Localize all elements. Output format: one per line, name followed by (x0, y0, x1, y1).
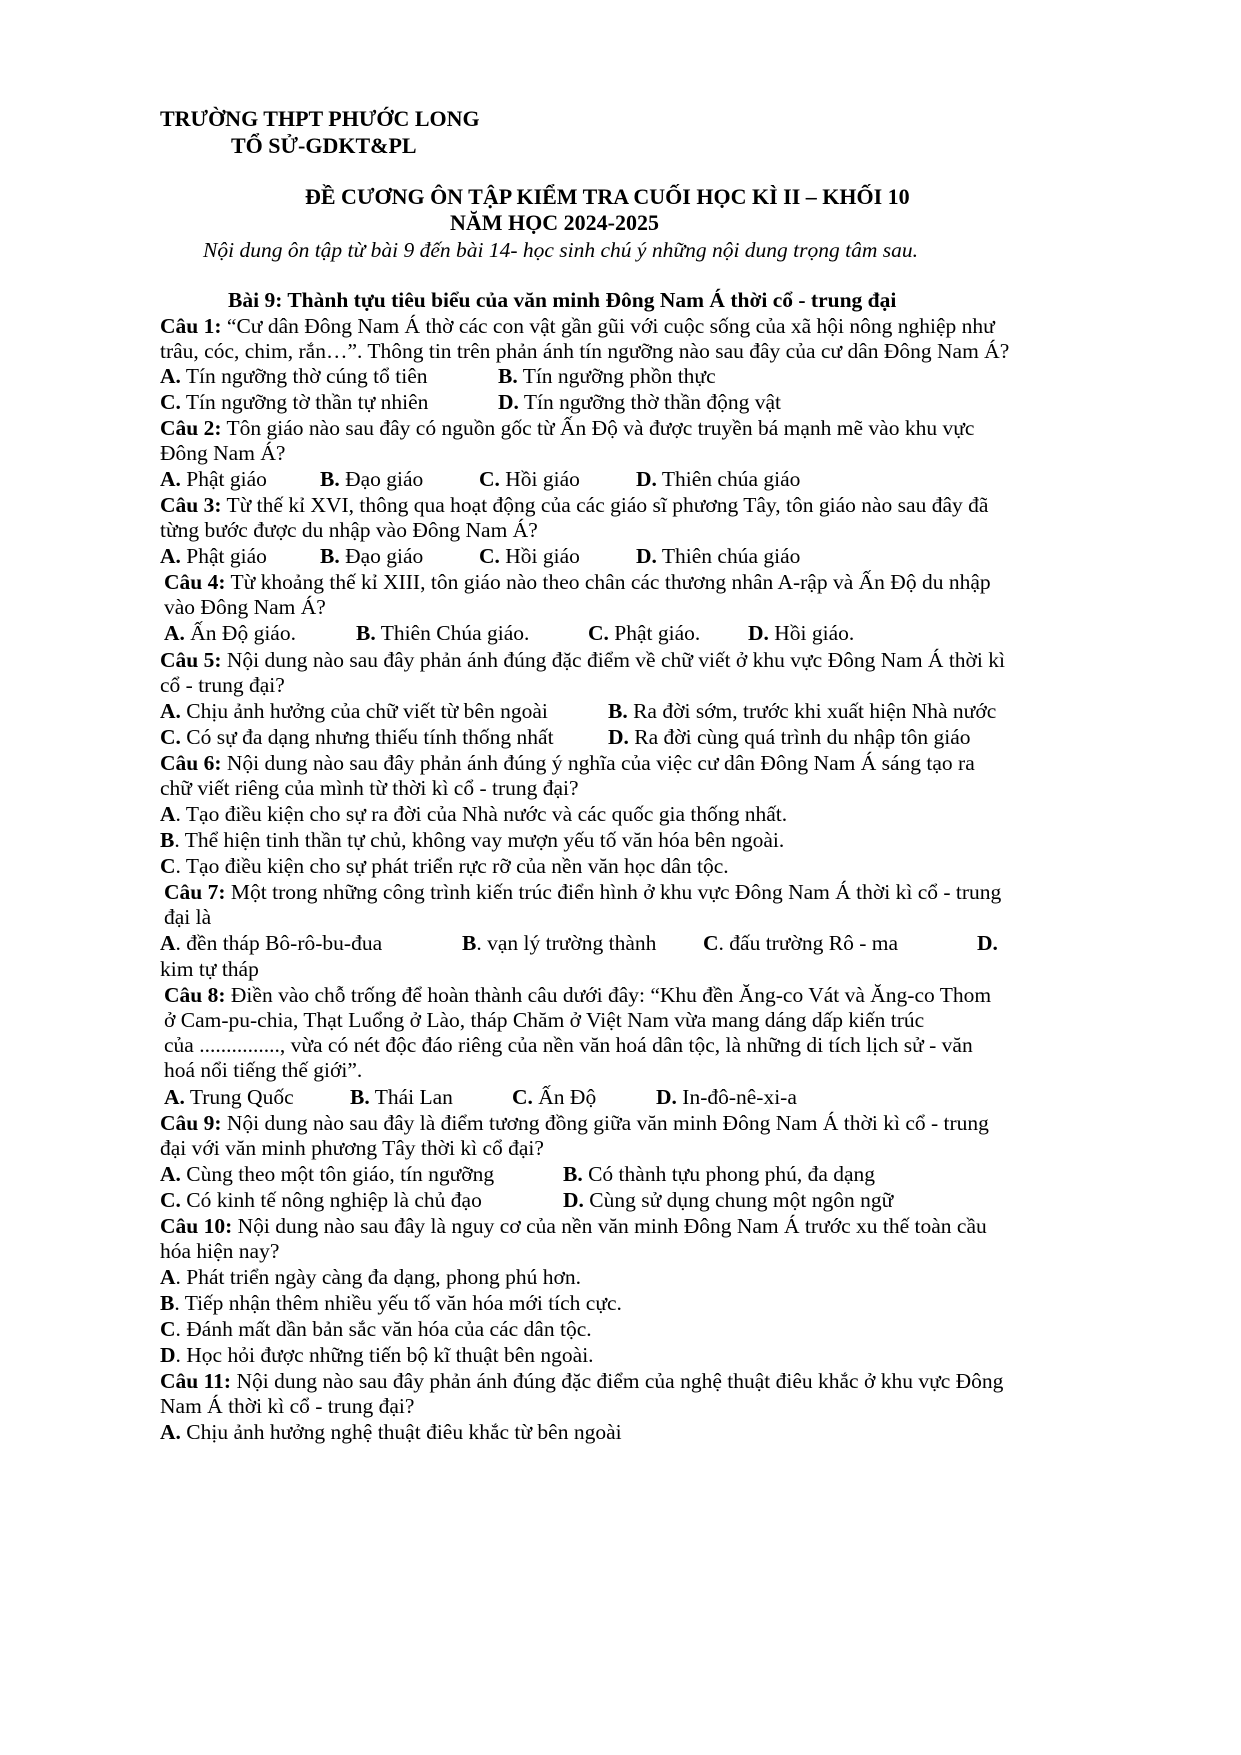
question-text: “Cư dân Đông Nam Á thờ các con vật gần gũi với cuộc sống của xã hội nông nghiệp như (221, 314, 995, 338)
option-c: C. Tạo điều kiện cho sự phát triển rực rỡ của nền văn học dân tộc. (160, 854, 729, 878)
option-b: B. vạn lý trường thành (462, 931, 657, 955)
option-c: C. Ấn Độ (512, 1085, 597, 1109)
option-a: A. Phật giáo (160, 467, 267, 491)
option-b: B. Thể hiện tinh thần tự chủ, không vay mượn yếu tố văn hóa bên ngoài. (160, 828, 785, 852)
option-c: C. Hồi giáo (479, 544, 580, 568)
option-b: B. Thiên Chúa giáo. (356, 621, 530, 645)
option-a: A. Ấn Độ giáo. (164, 621, 296, 645)
option-c: C. Phật giáo. (588, 621, 701, 645)
option-d-text: kim tự tháp (160, 957, 259, 981)
option-b: B. Có thành tựu phong phú, đa dạng (563, 1162, 876, 1186)
option-b: B. Ra đời sớm, trước khi xuất hiện Nhà nước (608, 699, 997, 723)
option-c: C. Hồi giáo (479, 467, 580, 491)
option-d: D. Thiên chúa giáo (636, 467, 801, 491)
option-a: A. Chịu ảnh hưởng của chữ viết từ bên ngoài (160, 699, 548, 723)
option-b: B. Tiếp nhận thêm nhiều yếu tố văn hóa mới tích cực. (160, 1291, 622, 1315)
question-9: Câu 9: Nội dung nào sau đây là điểm tương đồng giữa văn minh Đông Nam Á thời kì cổ - trung (160, 1111, 989, 1135)
option-c: C. Có sự đa dạng nhưng thiếu tính thống nhất (160, 725, 554, 749)
question-label: Câu 1: (160, 314, 222, 338)
option-b: B. Đạo giáo (320, 544, 424, 568)
option-a: A. Trung Quốc (164, 1085, 294, 1109)
option-d: D. Cùng sử dụng chung một ngôn ngữ (563, 1188, 894, 1212)
question-text-line: Đông Nam Á? (160, 441, 286, 465)
question-text-line: hoá nổi tiếng thế giới”. (164, 1058, 363, 1082)
option-d: D. Tín ngưỡng thờ thần động vật (498, 390, 782, 414)
question-text-line: cổ - trung đại? (160, 673, 285, 697)
option-a: A. đền tháp Bô-rô-bu-đua (160, 931, 383, 955)
question-text-line: đại với văn minh phương Tây thời kì cổ đại? (160, 1136, 544, 1160)
option-c: C. Đánh mất dần bản sắc văn hóa của các dân tộc. (160, 1317, 592, 1341)
question-6: Câu 6: Nội dung nào sau đây phản ánh đúng ý nghĩa của việc cư dân Đông Nam Á sáng tạo ra (160, 751, 975, 775)
review-note: Nội dung ôn tập từ bài 9 đến bài 14- học sinh chú ý những nội dung trọng tâm sau. (203, 238, 919, 262)
question-text-line: ở Cam-pu-chia, Thạt Luổng ở Lào, tháp Chăm ở Việt Nam vừa mang dáng dấp kiến trúc (164, 1008, 925, 1032)
option-a: A. Phật giáo (160, 544, 267, 568)
option-a: A. Phát triển ngày càng đa dạng, phong phú hơn. (160, 1265, 581, 1289)
question-8: Câu 8: Điền vào chỗ trống để hoàn thành câu dưới đây: “Khu đền Ăng-co Vát và Ăng-co Thom (164, 983, 992, 1007)
question-text-line: của ..............., vừa có nét độc đáo riêng của nền văn hoá dân tộc, là những di tích lịch sử - văn (164, 1033, 973, 1057)
question-2: Câu 2: Tôn giáo nào sau đây có nguồn gốc từ Ấn Độ và được truyền bá mạnh mẽ vào khu vực (160, 416, 975, 440)
option-c: C. đấu trường Rô - ma (703, 931, 898, 955)
question-text-line: hóa hiện nay? (160, 1239, 280, 1263)
option-d: D. Thiên chúa giáo (636, 544, 801, 568)
option-a: A. Cùng theo một tôn giáo, tín ngưỡng (160, 1162, 495, 1186)
question-10: Câu 10: Nội dung nào sau đây là nguy cơ của nền văn minh Đông Nam Á trước xu thế toàn cầu (160, 1214, 987, 1238)
question-5: Câu 5: Nội dung nào sau đây phản ánh đúng đặc điểm về chữ viết ở khu vực Đông Nam Á thời kì (160, 648, 1005, 672)
question-text-line: từng bước được du nhập vào Đông Nam Á? (160, 518, 538, 542)
option-a: A. Tín ngưỡng thờ cúng tổ tiên (160, 364, 428, 388)
question-text-line: trâu, cóc, chim, rắn…”. Thông tin trên phản ánh tín ngưỡng nào sau đây của cư dân Đông Nam Á? (160, 339, 1010, 363)
option-d-label: D. (977, 931, 998, 955)
question-4: Câu 4: Từ khoảng thế kỉ XIII, tôn giáo nào theo chân các thương nhân A-rập và Ấn Độ du nhập (164, 570, 991, 594)
option-a: A. Chịu ảnh hưởng nghệ thuật điêu khắc từ bên ngoài (160, 1420, 622, 1444)
question-text-line: Nam Á thời kì cổ - trung đại? (160, 1394, 415, 1418)
question-text-line: đại là (164, 905, 212, 929)
option-b: B. Tín ngưỡng phồn thực (498, 364, 716, 388)
question-3: Câu 3: Từ thế kỉ XVI, thông qua hoạt động của các giáo sĩ phương Tây, tôn giáo nào sau đây đã (160, 493, 989, 517)
option-a: A. Tạo điều kiện cho sự ra đời của Nhà nước và các quốc gia thống nhất. (160, 802, 788, 826)
option-d: D. Học hỏi được những tiến bộ kĩ thuật bên ngoài. (160, 1343, 594, 1367)
option-c: C. Có kinh tế nông nghiệp là chủ đạo (160, 1188, 482, 1212)
document-title: ĐỀ CƯƠNG ÔN TẬP KIỂM TRA CUỐI HỌC KÌ II – KHỐI 10 (305, 184, 910, 209)
question-1 (160, 313, 995, 339)
option-d: D. Hồi giáo. (748, 621, 855, 645)
question-7: Câu 7: Một trong những công trình kiến trúc điển hình ở khu vực Đông Nam Á thời kì cổ - trung (164, 880, 1002, 904)
option-b: B. Thái Lan (350, 1085, 453, 1109)
lesson-title: Bài 9: Thành tựu tiêu biểu của văn minh Đông Nam Á thời cổ - trung đại (228, 288, 897, 312)
question-text-line: chữ viết riêng của mình từ thời kì cổ - trung đại? (160, 776, 579, 800)
school-name: TRƯỜNG THPT PHƯỚC LONG (160, 106, 480, 131)
question-11: Câu 11: Nội dung nào sau đây phản ánh đúng đặc điểm của nghệ thuật điêu khắc ở khu vực Đông (160, 1369, 1004, 1393)
option-d: D. In-đô-nê-xi-a (656, 1085, 797, 1109)
question-text-line: vào Đông Nam Á? (164, 595, 326, 619)
school-year: NĂM HỌC 2024-2025 (450, 210, 659, 235)
option-d: D. Ra đời cùng quá trình du nhập tôn giáo (608, 725, 971, 749)
department-name: TỔ SỬ-GDKT&PL (231, 133, 417, 158)
option-c: C. Tín ngưỡng tờ thần tự nhiên (160, 390, 429, 414)
option-b: B. Đạo giáo (320, 467, 424, 491)
